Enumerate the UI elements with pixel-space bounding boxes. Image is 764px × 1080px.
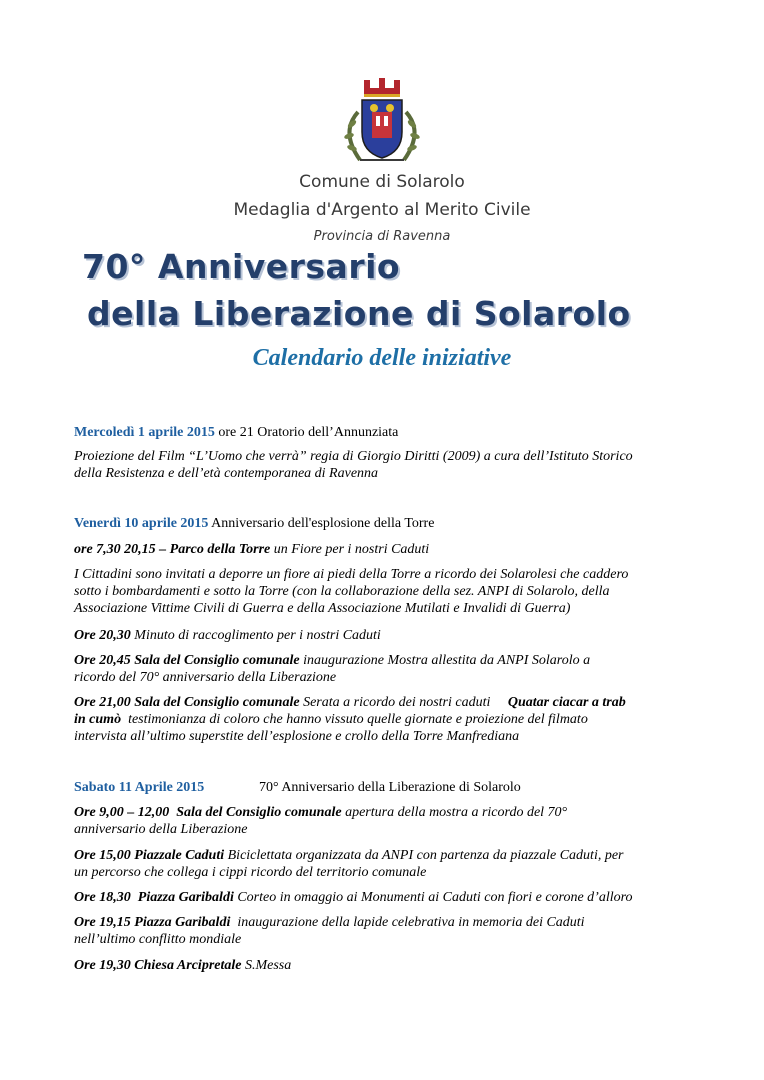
item-place: Parco della Torre bbox=[169, 542, 271, 557]
item-text: un Fiore per i nostri Caduti bbox=[270, 542, 430, 557]
event-3-line: un percorso che collega i cippi ricordo del territorio comunale bbox=[74, 865, 427, 880]
event-3-item bbox=[74, 914, 714, 931]
event-1-heading bbox=[74, 424, 714, 441]
item-time-place: Ore 21,00 Sala del Consiglio comunale bbox=[74, 695, 300, 710]
item-text: testimonianza di coloro che hanno vissuto quelle giornate e proiezione del filmato bbox=[121, 712, 588, 727]
title-line-1: 70° Anniversario bbox=[82, 247, 401, 286]
item-text: Biciclettata organizzata da ANPI con partenza da piazzale Caduti, per bbox=[224, 848, 624, 863]
event-1-desc: ore 21 Oratorio dell’Annunziata bbox=[214, 425, 399, 440]
item-time-place: Ore 20,45 Sala del Consiglio comunale bbox=[74, 653, 300, 668]
event-1-line: della Resistenza e dell’età contemporanea di Ravenna bbox=[74, 466, 379, 481]
event-2-item bbox=[74, 694, 714, 711]
item-text: inaugurazione della lapide celebrativa in memoria dei Caduti bbox=[230, 915, 585, 930]
event-3-item bbox=[74, 957, 714, 974]
event-2-item bbox=[74, 627, 714, 644]
event-2-line: I Cittadini sono invitati a deporre un fiore ai piedi della Torre a ricordo dei Solarolesi che caddero bbox=[74, 567, 629, 582]
event-3-line: nell’ultimo conflitto mondiale bbox=[74, 932, 242, 947]
event-2-desc: Anniversario dell'esplosione della Torre bbox=[208, 516, 435, 531]
event-3-item bbox=[74, 889, 714, 906]
item-time-place: Ore 18,30 Piazza Garibaldi bbox=[74, 890, 234, 905]
item-text: inaugurazione Mostra allestita da ANPI Solarolo a bbox=[299, 653, 591, 668]
province-line: Provincia di Ravenna bbox=[313, 229, 451, 244]
event-1-date: Mercoledì 1 aprile 2015 bbox=[74, 425, 215, 440]
item-show-title: in cumò bbox=[74, 712, 122, 727]
item-time-place: Ore 9,00 – 12,00 Sala del Consiglio comunale bbox=[74, 805, 342, 820]
municipal-coat-of-arms-icon bbox=[330, 72, 434, 170]
item-time-place: Ore 19,15 Piazza Garibaldi bbox=[74, 915, 231, 930]
event-3-line: anniversario della Liberazione bbox=[74, 822, 248, 837]
event-2-date: Venerdì 10 aprile 2015 bbox=[74, 516, 209, 531]
event-2-item bbox=[74, 711, 714, 728]
event-2-item bbox=[74, 541, 714, 558]
event-1-line: Proiezione del Film “L’Uomo che verrà” regia di Giorgio Diritti (2009) a cura dell’Istituto Storico bbox=[74, 449, 633, 464]
item-time: ore 7,30 20,15 – bbox=[74, 542, 170, 557]
event-2-item bbox=[74, 652, 714, 669]
event-3-item bbox=[74, 804, 714, 821]
calendar-subtitle: Calendario delle iniziative bbox=[252, 345, 512, 371]
item-time-place: Ore 15,00 Piazzale Caduti bbox=[74, 848, 225, 863]
event-3-desc: 70° Anniversario della Liberazione di Solarolo bbox=[259, 780, 521, 795]
medal-line: Medaglia d'Argento al Merito Civile bbox=[233, 200, 531, 220]
event-2-line: ricordo del 70° anniversario della Liberazione bbox=[74, 670, 337, 685]
event-2-line: sotto i bombardamenti e sotto la Torre (con la collaborazione della sez. ANPI di Solarolo, della bbox=[74, 584, 610, 599]
event-2-line: intervista all’ultimo superstite dell’esplosione e crollo della Torre Manfrediana bbox=[74, 729, 520, 744]
event-2-heading bbox=[74, 515, 714, 532]
item-text: S.Messa bbox=[241, 958, 292, 973]
item-text: Serata a ricordo dei nostri caduti bbox=[299, 695, 508, 710]
item-time: Ore 20,30 bbox=[74, 628, 131, 643]
event-3-date: Sabato 11 Aprile 2015 bbox=[74, 780, 205, 795]
item-time-place: Ore 19,30 Chiesa Arcipretale bbox=[74, 958, 242, 973]
event-3-item bbox=[74, 847, 714, 864]
title-line-2: della Liberazione di Solarolo bbox=[87, 294, 631, 333]
event-3-heading bbox=[74, 779, 714, 796]
comune-name: Comune di Solarolo bbox=[299, 172, 465, 192]
item-text: Minuto di raccoglimento per i nostri Caduti bbox=[130, 628, 381, 643]
item-text: Corteo in omaggio ai Monumenti ai Caduti con fiori e corone d’alloro bbox=[233, 890, 633, 905]
item-show-title: Quatar ciacar a trab bbox=[507, 695, 626, 710]
event-2-line: Associazione Vittime Civili di Guerra e della Associazione Mutilati e Invalidi di Guerra) bbox=[74, 601, 571, 616]
item-text: apertura della mostra a ricordo del 70° bbox=[341, 805, 568, 820]
